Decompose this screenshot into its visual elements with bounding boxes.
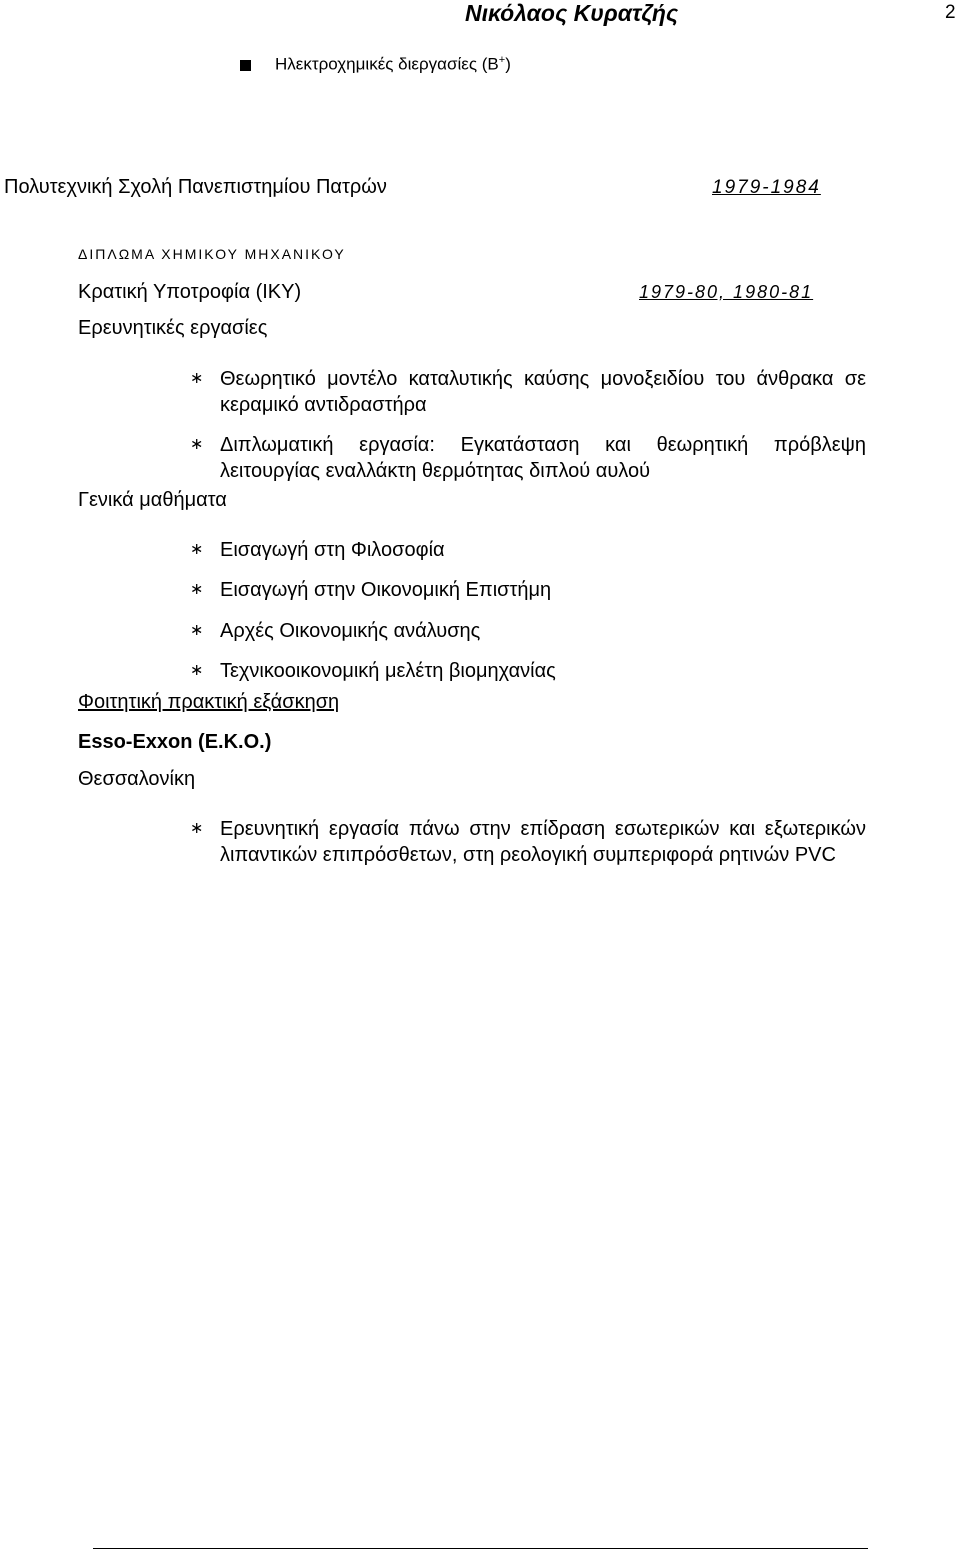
page-number: 2 [945, 2, 956, 23]
internship-city: Θεσσαλονίκη [78, 768, 196, 790]
internship-company: Esso-Exxon (E.K.O.) [78, 731, 272, 753]
research-label: Ερευνητικές εργασίες [78, 317, 268, 339]
top-item-superscript: + [498, 54, 506, 66]
course-item-text: Αρχές Οικονομικής ανάλυσης [220, 620, 481, 642]
courses-label: Γενικά μαθήματα [78, 489, 227, 511]
asterisk-icon: ∗ [190, 820, 204, 837]
course-item [190, 577, 866, 603]
research-item-text: Διπλωματική εργασία: Εγκατάσταση και θεωρητική πρόβλεψη λειτουργίας εναλλάκτη θερμότητας διπλού αυλού [220, 434, 866, 482]
asterisk-icon: ∗ [190, 622, 204, 639]
asterisk-icon: ∗ [190, 436, 204, 453]
top-item-suffix: ) [505, 54, 511, 74]
asterisk-icon: ∗ [190, 370, 204, 387]
square-bullet-icon [240, 60, 251, 71]
research-item [190, 366, 866, 418]
course-item-text: Εισαγωγή στη Φιλοσοφία [220, 539, 445, 561]
internship-item [190, 816, 866, 868]
course-item-text: Εισαγωγή στην Οικονομική Επιστήμη [220, 579, 552, 601]
grant-name: Κρατική Υποτροφία (ΙΚΥ) [78, 281, 302, 303]
course-item [190, 618, 866, 644]
internship-item-text: Ερευνητική εργασία πάνω στην επίδραση εσωτερικών και εξωτερικών λιπαντικών επιπρόσθετων, στη ρεολογική συμπεριφορά ρητινών PVC [220, 818, 866, 866]
course-item-text: Τεχνικοοικονομική μελέτη βιομηχανίας [220, 660, 556, 682]
asterisk-icon: ∗ [190, 662, 204, 679]
top-item [275, 54, 511, 75]
top-item-text: Ηλεκτροχημικές διεργασίες (Β [275, 54, 499, 74]
diploma-title: ΔΙΠΛΩΜΑ ΧΗΜΙΚΟΥ ΜΗΧΑΝΙΚΟΥ [78, 246, 346, 262]
asterisk-icon: ∗ [190, 581, 204, 598]
grant-years: 1979-80, 1980-81 [639, 282, 814, 302]
research-item [190, 432, 866, 484]
research-item-text: Θεωρητικό μοντέλο καταλυτικής καύσης μονοξειδίου του άνθρακα σε κεραμικό αντιδραστήρα [220, 368, 866, 416]
course-item [190, 658, 866, 684]
asterisk-icon: ∗ [190, 541, 204, 558]
internship-label: Φοιτητική πρακτική εξάσκηση [78, 691, 340, 713]
school-years: 1979-1984 [712, 177, 821, 198]
course-item [190, 537, 866, 563]
author-name: Νικόλαος Κυρατζής [465, 0, 679, 26]
school-name: Πολυτεχνική Σχολή Πανεπιστημίου Πατρών [4, 176, 387, 198]
footer-divider [93, 1548, 868, 1549]
